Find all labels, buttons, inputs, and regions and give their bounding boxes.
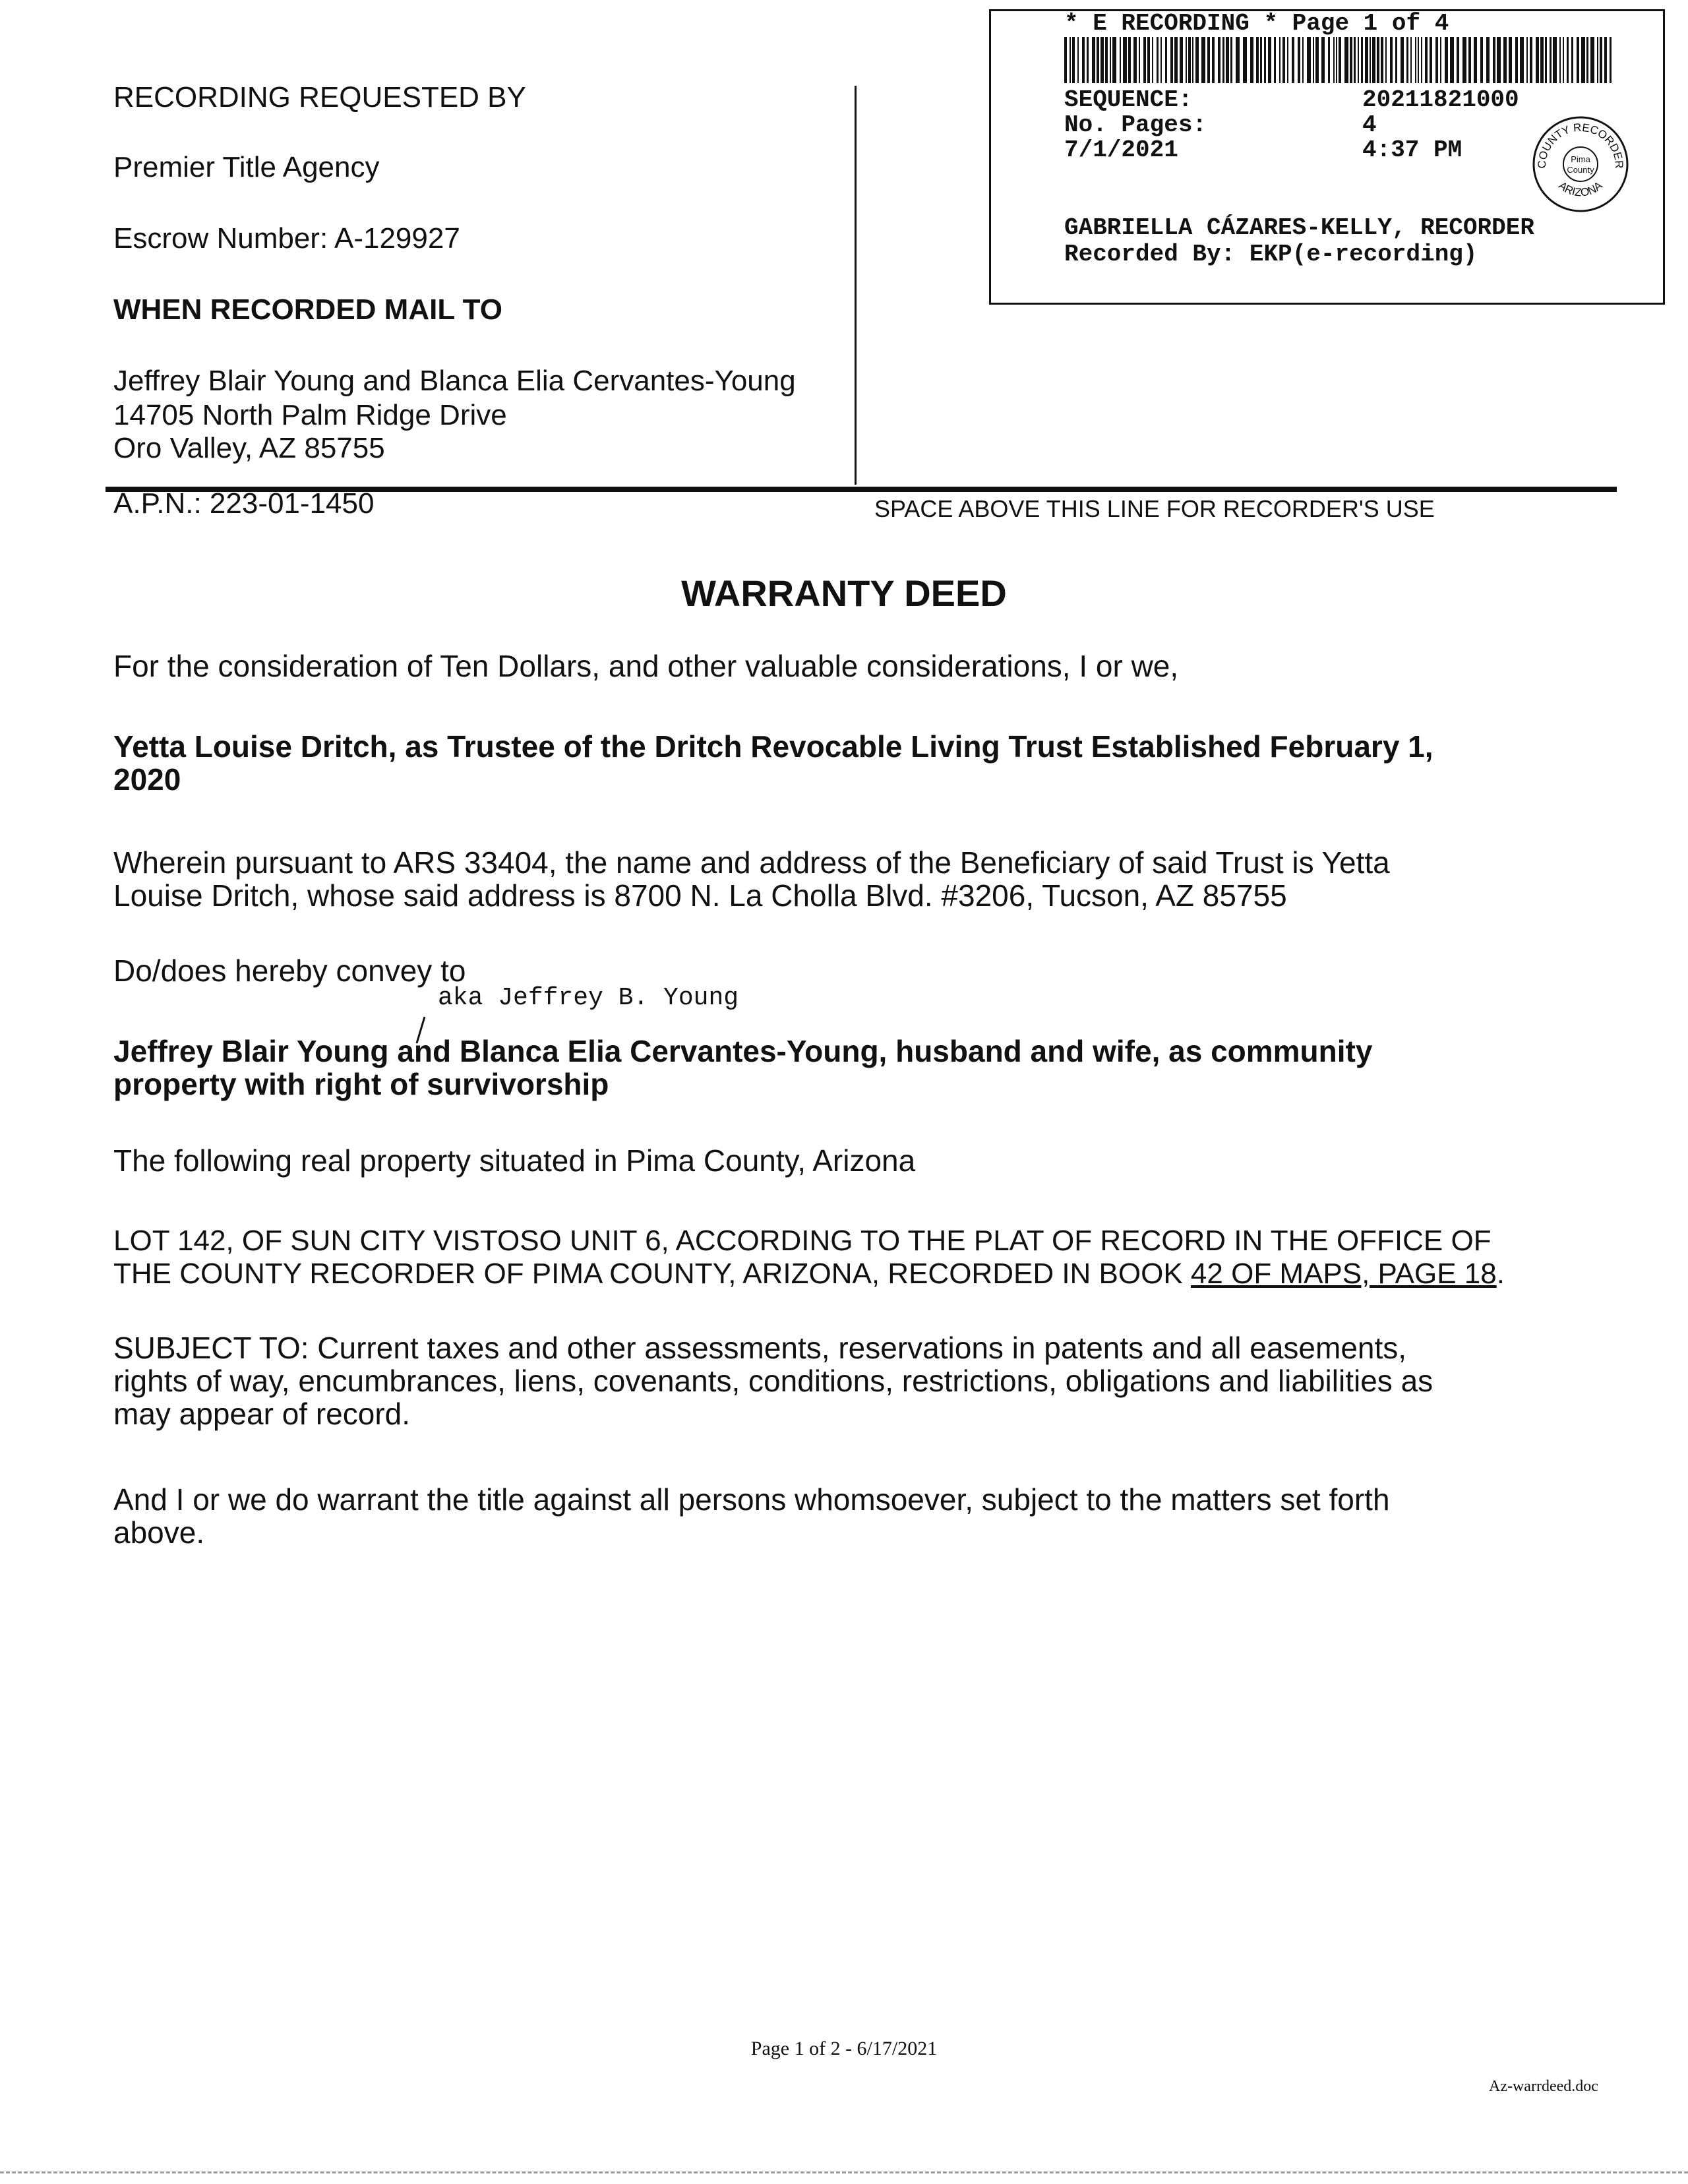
barcode-bar	[1112, 37, 1116, 83]
warranty-line-2: above.	[113, 1515, 205, 1550]
grantee-name-first: Jeffrey Blair Young	[113, 1034, 398, 1068]
legal-line-2-period: .	[1496, 1258, 1505, 1290]
legal-line-2-text: THE COUNTY RECORDER OF PIMA COUNTY, ARIZONA, RECORDED IN BOOK	[113, 1258, 1191, 1290]
barcode-bar	[1260, 37, 1262, 83]
barcode-bar	[1064, 37, 1067, 83]
barcode-bar	[1147, 37, 1150, 83]
barcode-bar	[1450, 37, 1454, 83]
barcode-bar	[1307, 37, 1311, 83]
barcode-bar	[1600, 37, 1602, 83]
barcode-bar	[1377, 37, 1379, 83]
subject-to-line-1: SUBJECT TO: Current taxes and other assessments, reservations in patents and all easements,	[113, 1331, 1407, 1365]
barcode-bar	[1344, 37, 1348, 83]
barcode-bar	[1279, 37, 1281, 83]
barcode-bar	[1328, 37, 1330, 83]
barcode-bar	[1581, 37, 1585, 83]
beneficiary-line-1: Wherein pursuant to ARS 33404, the name and address of the Beneficiary of said Trust is Yetta	[113, 845, 1390, 880]
barcode-bar	[1370, 37, 1371, 83]
apn: A.P.N.: 223-01-1450	[113, 487, 375, 520]
barcode-bar	[1315, 37, 1319, 83]
barcode-bar	[1105, 37, 1108, 83]
barcode-bar	[1082, 37, 1085, 83]
barcode-bar	[1509, 37, 1512, 83]
barcode-bar	[1553, 37, 1557, 83]
barcode-bar	[1457, 37, 1459, 83]
recording-time: 4:37 PM	[1362, 136, 1462, 164]
convey-text: Do/does hereby convey to	[113, 954, 466, 988]
barcode-bar	[1421, 37, 1422, 83]
barcode-bar	[1339, 37, 1341, 83]
sequence-value: 20211821000	[1362, 86, 1519, 113]
barcode-bar	[1567, 37, 1569, 83]
barcode-bar	[1590, 37, 1594, 83]
barcode-bar	[1610, 37, 1612, 83]
barcode-bar	[1236, 37, 1240, 83]
barcode-bar	[1188, 37, 1191, 83]
barcode-bar	[1350, 37, 1352, 83]
barcode-bar	[1174, 37, 1178, 83]
barcode-bar	[1157, 37, 1159, 83]
barcode-bar	[1143, 37, 1146, 83]
seal-top-text: COUNTY RECORDER	[1535, 121, 1626, 169]
barcode-bar	[1597, 37, 1598, 83]
barcode-bar	[1545, 37, 1547, 83]
seal-center-top: Pima	[1571, 154, 1590, 164]
aka-annotation: aka Jeffrey B. Young	[438, 984, 739, 1012]
barcode-bar	[1070, 37, 1071, 83]
grantor-line-1: Yetta Louise Dritch, as Trustee of the Dritch Revocable Living Trust Established February 1,	[113, 729, 1433, 764]
barcode-bar	[1287, 37, 1288, 83]
barcode-bar	[1212, 37, 1215, 83]
barcode-bar	[1390, 37, 1393, 83]
pages-label: No. Pages:	[1064, 111, 1207, 138]
barcode-bar	[1415, 37, 1416, 83]
subject-to-line-3: may appear of record.	[113, 1397, 411, 1431]
barcode-bar	[1462, 37, 1466, 83]
barcode-bar	[1264, 37, 1266, 83]
barcode-bar	[1430, 37, 1432, 83]
barcode-bar	[1128, 37, 1131, 83]
e-recording-title: * E RECORDING * Page 1 of 4	[1064, 10, 1449, 37]
barcode-bar	[1123, 37, 1127, 83]
pages-value: 4	[1362, 111, 1377, 138]
legal-description-line-1: LOT 142, OF SUN CITY VISTOSO UNIT 6, ACCORDING TO THE PLAT OF RECORD IN THE OFFICE OF	[113, 1225, 1492, 1257]
barcode-bar	[1497, 37, 1501, 83]
barcode-bar	[1256, 37, 1259, 83]
barcode-bar	[1445, 37, 1448, 83]
mail-to-street: 14705 North Palm Ridge Drive	[113, 399, 507, 431]
barcode-bar	[1540, 37, 1544, 83]
barcode-bar	[1313, 37, 1314, 83]
escrow-number: Escrow Number: A-129927	[113, 222, 460, 255]
barcode-bar	[1152, 37, 1153, 83]
header-vertical-divider	[855, 86, 857, 485]
grantee-line-1	[113, 1035, 1590, 1067]
barcode-bar	[1586, 37, 1588, 83]
barcode-bar	[1097, 37, 1099, 83]
barcode-bar	[1440, 37, 1441, 83]
page-edge-scan-line	[0, 2171, 1688, 2175]
barcode-bar	[1474, 37, 1477, 83]
barcode-bar	[1503, 37, 1507, 83]
recorder-name: GABRIELLA CÁZARES-KELLY, RECORDER	[1064, 214, 1534, 241]
legal-description-line-2	[113, 1258, 1590, 1290]
barcode-bar	[1361, 37, 1363, 83]
barcode-bar	[1480, 37, 1483, 83]
barcode-bar	[1321, 37, 1325, 83]
barcode-bar	[1563, 37, 1564, 83]
book-page-reference: 42 OF MAPS, PAGE 18	[1190, 1258, 1497, 1290]
barcode-bar	[1298, 37, 1300, 83]
barcode-bar	[1195, 37, 1199, 83]
barcode-bar	[1072, 37, 1075, 83]
barcode-bar	[1515, 37, 1518, 83]
barcode-bar	[1425, 37, 1428, 83]
document-title: WARRANTY DEED	[681, 572, 1007, 614]
barcode-bar	[1292, 37, 1294, 83]
barcode-bar	[1550, 37, 1552, 83]
barcode-bar	[1395, 37, 1397, 83]
barcode-bar	[1092, 37, 1095, 83]
when-recorded-label: WHEN RECORDED MAIL TO	[113, 293, 502, 326]
warranty-line-1: And I or we do warrant the title against all persons whomsoever, subject to the matters set forth	[113, 1482, 1390, 1517]
subject-to-line-2: rights of way, encumbrances, liens, covenants, conditions, restrictions, obligations and liabilities as	[113, 1364, 1433, 1398]
barcode-bar	[1120, 37, 1121, 83]
seal-bottom-text: ARIZONA	[1556, 179, 1605, 199]
barcode-bar	[1077, 37, 1079, 83]
barcode-bar	[1302, 37, 1304, 83]
barcode-bar	[1354, 37, 1356, 83]
barcode-bar	[1468, 37, 1471, 83]
barcode-bar	[1226, 37, 1229, 83]
space-above-note: SPACE ABOVE THIS LINE FOR RECORDER'S USE	[874, 495, 1435, 522]
barcode-bar	[1268, 37, 1271, 83]
barcode-bar	[1186, 37, 1187, 83]
barcode-bar	[1100, 37, 1104, 83]
barcode-bar	[1165, 37, 1167, 83]
barcode-bar	[1536, 37, 1539, 83]
barcode-bar	[1401, 37, 1404, 83]
county-recorder-seal	[1531, 115, 1630, 214]
property-intro: The following real property situated in Pima County, Arizona	[113, 1143, 916, 1178]
barcode-bar	[1559, 37, 1561, 83]
barcode-bar	[1406, 37, 1408, 83]
barcode	[1064, 37, 1615, 83]
grantee-line-2: property with right of survivorship	[113, 1067, 609, 1101]
barcode-bar	[1170, 37, 1173, 83]
barcode-bar	[1410, 37, 1412, 83]
barcode-bar	[1180, 37, 1183, 83]
barcode-bar	[1365, 37, 1368, 83]
barcode-bar	[1486, 37, 1490, 83]
barcode-bar	[1358, 37, 1359, 83]
barcode-bar	[1110, 37, 1111, 83]
consideration-text: For the consideration of Ten Dollars, and other valuable considerations, I or we,	[113, 649, 1179, 683]
barcode-bar	[1201, 37, 1205, 83]
barcode-bar	[1526, 37, 1528, 83]
barcode-bar	[1418, 37, 1419, 83]
barcode-bar	[1192, 37, 1193, 83]
barcode-bar	[1385, 37, 1387, 83]
barcode-bar	[1381, 37, 1383, 83]
barcode-bar	[1139, 37, 1140, 83]
barcode-bar	[1133, 37, 1137, 83]
file-name: Az-warrdeed.doc	[1489, 2078, 1598, 2095]
recording-date: 7/1/2021	[1064, 136, 1178, 164]
page-footer: Page 1 of 2 - 6/17/2021	[750, 2038, 938, 2059]
barcode-bar	[1218, 37, 1221, 83]
barcode-bar	[1222, 37, 1224, 83]
barcode-bar	[1577, 37, 1579, 83]
grantee-name-rest: and Blanca Elia Cervantes-Young, husband and wife, as community	[397, 1034, 1373, 1068]
barcode-bar	[1604, 37, 1607, 83]
barcode-bar	[1530, 37, 1532, 83]
mail-to-name: Jeffrey Blair Young and Blanca Elia Cervantes-Young	[113, 365, 796, 397]
barcode-bar	[1571, 37, 1573, 83]
barcode-bar	[1207, 37, 1210, 83]
barcode-bar	[1333, 37, 1335, 83]
barcode-bar	[1160, 37, 1162, 83]
mail-to-city: Oro Valley, AZ 85755	[113, 432, 385, 464]
barcode-bar	[1243, 37, 1247, 83]
barcode-bar	[1230, 37, 1232, 83]
barcode-bar	[1372, 37, 1375, 83]
barcode-bar	[1520, 37, 1524, 83]
barcode-bar	[1435, 37, 1438, 83]
recording-requested-label: RECORDING REQUESTED BY	[113, 81, 526, 113]
grantor-line-2: 2020	[113, 762, 181, 797]
barcode-bar	[1493, 37, 1495, 83]
barcode-bar	[1087, 37, 1089, 83]
barcode-bar	[1250, 37, 1253, 83]
beneficiary-line-2: Louise Dritch, whose said address is 8700 N. La Cholla Blvd. #3206, Tucson, AZ 85755	[113, 878, 1287, 913]
barcode-bar	[1336, 37, 1337, 83]
seal-center-bottom: County	[1567, 165, 1594, 175]
barcode-bar	[1274, 37, 1276, 83]
recorded-by: Recorded By: EKP(e-recording)	[1064, 241, 1478, 268]
barcode-bar	[1282, 37, 1285, 83]
agency-name: Premier Title Agency	[113, 151, 380, 183]
sequence-label: SEQUENCE:	[1064, 86, 1193, 113]
